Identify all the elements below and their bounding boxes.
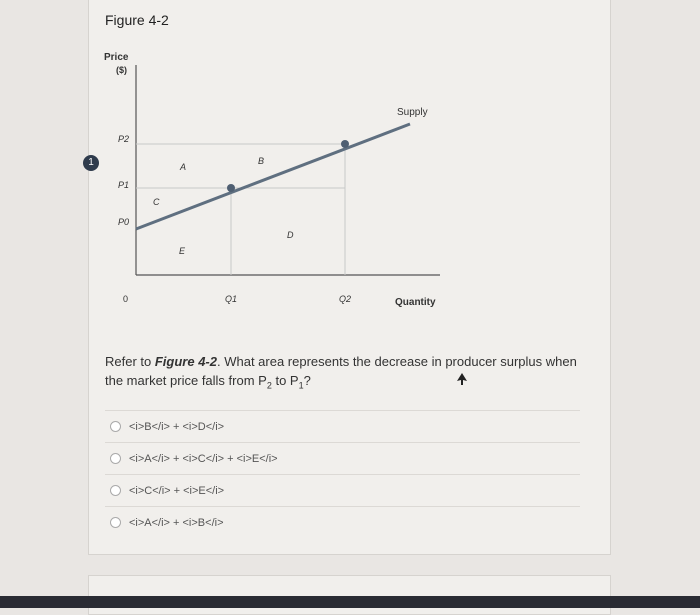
answer-option[interactable] <box>105 410 580 442</box>
area-a: A <box>180 162 187 172</box>
area-c: C <box>153 197 160 207</box>
option-label: <i>B</i> + <i>D</i> <box>129 420 225 433</box>
x-axis-label: Quantity <box>395 297 436 308</box>
mouse-cursor-icon <box>456 372 468 386</box>
taskbar <box>0 596 700 608</box>
price-from-sub: 2 <box>266 380 272 391</box>
area-e: E <box>179 246 186 256</box>
option-label: <i>A</i> + <i>C</i> + <i>E</i> <box>129 452 278 465</box>
tick-q1: Q1 <box>225 294 238 304</box>
area-d: D <box>287 230 294 240</box>
point-q2 <box>341 140 349 148</box>
answer-options <box>105 410 580 538</box>
radio-button[interactable] <box>110 421 121 432</box>
tick-p2: P2 <box>118 134 130 144</box>
question-figure-ref: Figure 4-2 <box>154 354 217 369</box>
supply-curve <box>136 124 410 229</box>
radio-button[interactable] <box>110 453 121 464</box>
supply-label: Supply <box>397 107 428 118</box>
area-b: B <box>258 156 265 166</box>
tick-q2: Q2 <box>339 294 352 304</box>
tick-p0: P0 <box>118 217 130 227</box>
tick-p1: P1 <box>118 180 130 190</box>
question-body: . What area represents the decrease in producer surplus when the market price falls from <box>105 354 577 388</box>
answer-option[interactable] <box>105 506 580 538</box>
y-axis-label: Price <box>104 52 129 63</box>
price-from: P <box>258 373 267 388</box>
figure-title: Figure 4-2 <box>105 12 169 28</box>
point-q1 <box>227 184 235 192</box>
option-label: <i>A</i> + <i>B</i> <box>129 516 224 529</box>
y-axis-unit: ($) <box>116 65 127 75</box>
question-ref-prefix: Refer to <box>105 354 155 369</box>
price-to: P <box>289 373 299 388</box>
next-question-card <box>88 575 611 615</box>
question-number-badge: 1 <box>83 155 99 171</box>
tick-origin: 0 <box>123 294 129 304</box>
question-text <box>105 352 595 396</box>
price-to-sub: 1 <box>298 380 304 391</box>
radio-button[interactable] <box>110 517 121 528</box>
supply-graph <box>90 40 460 320</box>
answer-option[interactable] <box>105 474 580 506</box>
question-to: to <box>271 373 290 388</box>
radio-button[interactable] <box>110 485 121 496</box>
option-label: <i>C</i> + <i>E</i> <box>129 484 225 497</box>
answer-option[interactable] <box>105 442 580 474</box>
question-end: ? <box>303 373 311 388</box>
